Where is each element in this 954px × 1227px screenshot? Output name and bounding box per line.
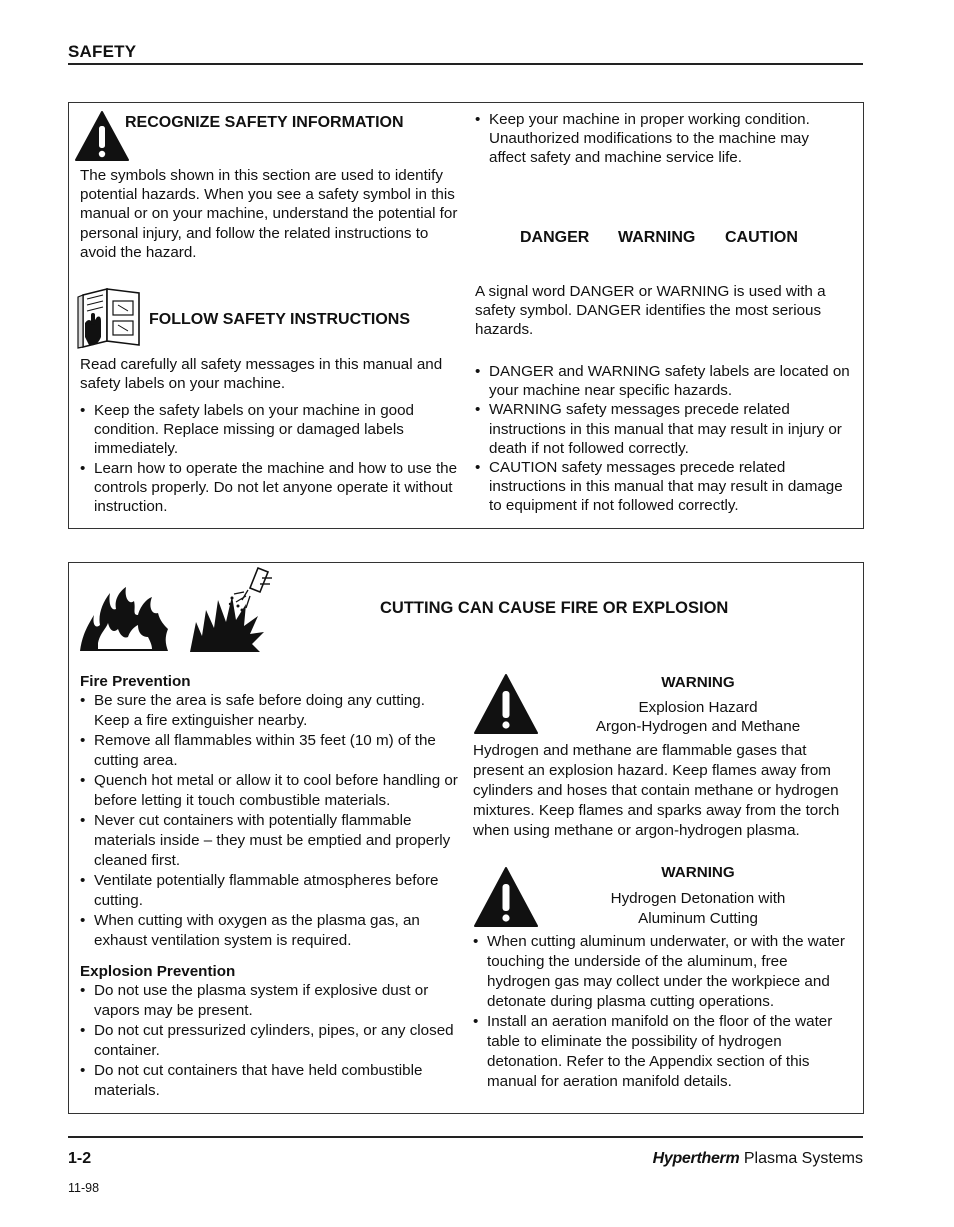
list-item: • Remove all flammables within 35 feet (10 m) of the cutting area.: [80, 731, 458, 771]
warning-triangle-icon: [473, 673, 539, 735]
signal-word-danger: DANGER: [520, 229, 590, 246]
warning1-title-line2: Argon-Hydrogen and Methane: [595, 718, 801, 735]
header-rule: [68, 63, 863, 65]
footer-rule: [68, 1136, 863, 1138]
warning1-text: Hydrogen and methane are flammable gases that present an explosion hazard. Keep flames away from cylinders and hoses that contain methane or hydrogen mixtures. Keep flames and sparks away from the torch when using methane or argon-hydrogen plasma.: [473, 742, 840, 839]
warning-triangle-icon: [74, 110, 130, 162]
list-item: • Do not cut containers that have held combustible materials.: [80, 1061, 458, 1101]
follow-heading: FOLLOW SAFETY INSTRUCTIONS: [149, 311, 411, 328]
list-item: • Do not cut pressurized cylinders, pipes, or any closed container.: [80, 1021, 458, 1061]
follow-intro: Read carefully all safety messages in this manual and safety labels on your machine.: [80, 356, 443, 393]
fire-heading: CUTTING CAN CAUSE FIRE OR EXPLOSION: [380, 599, 729, 617]
signal-bullet-list: [475, 362, 853, 516]
brand-logo: Hypertherm: [652, 1150, 740, 1167]
list-item: • Learn how to operate the machine and how to use the controls properly. Do not let anyone operate it without instruction.: [80, 459, 458, 517]
warning2-label: WARNING: [661, 864, 735, 881]
revision-date: 11-98: [68, 1181, 100, 1195]
fire-prevention-list: [80, 691, 458, 951]
list-item: • CAUTION safety messages precede related instructions in this manual that may result in damage to equipment if not followed correctly.: [475, 458, 853, 516]
warning2-title-line1: Hydrogen Detonation with: [610, 890, 786, 907]
list-item: • Keep your machine in proper working condition. Unauthorized modifications to the machine may affect safety and machine service life.: [475, 110, 850, 168]
warning1-title-line1: Explosion Hazard: [638, 699, 758, 716]
warning-triangle-icon: [473, 866, 539, 928]
manual-book-icon: [75, 287, 145, 349]
list-item: • Install an aeration manifold on the floor of the water table to eliminate the possibility of hydrogen detonation. Refer to the Appendix section of this manual for aeration manifold details.: [473, 1012, 855, 1092]
footer-brand: [653, 1150, 863, 1168]
list-item: • When cutting aluminum underwater, or with the water touching the underside of the aluminum, free hydrogen gas may collect under the workpiece and detonate during plasma cutting operations.: [473, 932, 855, 1012]
list-item: • When cutting with oxygen as the plasma gas, an exhaust ventilation system is required.: [80, 911, 458, 951]
fire-prevention-heading: Fire Prevention: [80, 673, 191, 690]
warning1-label: WARNING: [661, 674, 735, 691]
list-item: • Keep the safety labels on your machine in good condition. Replace missing or damaged labels immediately.: [80, 401, 458, 459]
warning2-bullet-list: [473, 932, 855, 1092]
list-item: • Be sure the area is safe before doing any cutting. Keep a fire extinguisher nearby.: [80, 691, 458, 731]
explosion-prevention-list: [80, 981, 458, 1101]
list-item: • Do not use the plasma system if explosive dust or vapors may be present.: [80, 981, 458, 1021]
page-number: 1-2: [68, 1150, 92, 1167]
explosion-prevention-heading: Explosion Prevention: [80, 963, 236, 980]
signal-word-caution: CAUTION: [725, 229, 798, 246]
follow-bullet-list: [80, 401, 458, 516]
explosion-icon: [188, 566, 274, 654]
fire-icon: [78, 585, 170, 653]
list-item: • Quench hot metal or allow it to cool before handling or before letting it touch combustible materials.: [80, 771, 458, 811]
list-item: • WARNING safety messages precede related instructions in this manual that may result in injury or death if not followed correctly.: [475, 400, 853, 458]
signal-word-text: A signal word DANGER or WARNING is used with a safety symbol. DANGER identifies the most serious hazards.: [475, 283, 826, 339]
recognize-text: The symbols shown in this section are used to identify potential hazards. When you see a safety symbol in this manual or on your machine, understand the potential for personal injury, and follow the related instructions to avoid the hazard.: [80, 167, 458, 261]
brand-suffix: Plasma Systems: [743, 1150, 863, 1167]
list-item: • Never cut containers with potentially flammable materials inside – they must be emptied and properly cleaned first.: [80, 811, 458, 871]
list-item: • Ventilate potentially flammable atmospheres before cutting.: [80, 871, 458, 911]
machine-condition-list: [475, 110, 850, 168]
warning2-title-line2: Aluminum Cutting: [638, 910, 758, 927]
signal-word-warning: WARNING: [618, 229, 696, 246]
list-item: • DANGER and WARNING safety labels are located on your machine near specific hazards.: [475, 362, 853, 400]
section-title: SAFETY: [68, 42, 137, 61]
recognize-heading: RECOGNIZE SAFETY INFORMATION: [125, 114, 404, 131]
